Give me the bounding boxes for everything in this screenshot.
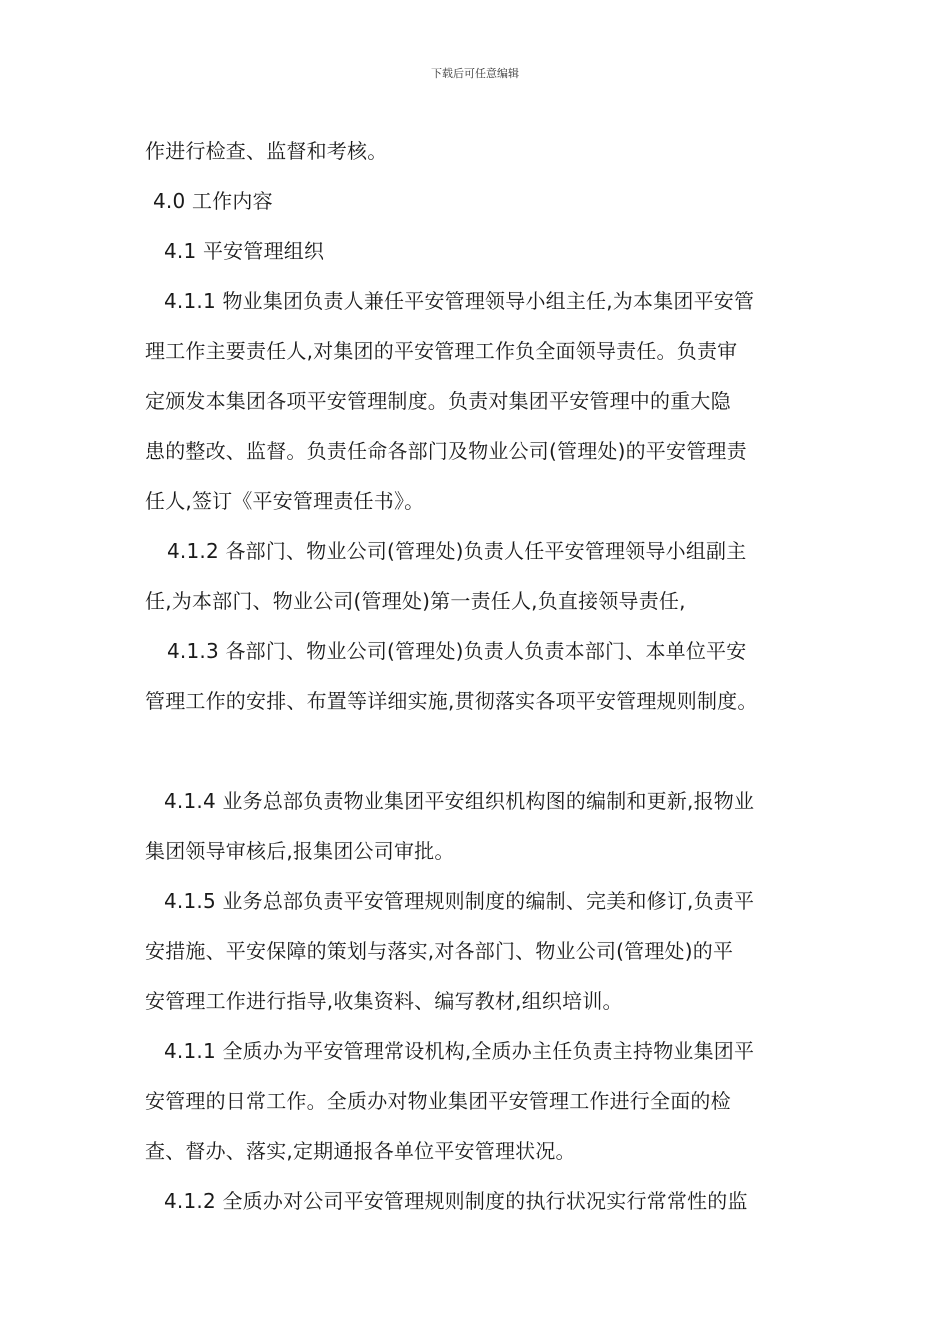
paragraph-line: 作进行检查、监督和考核。 [145, 139, 388, 163]
paragraph-line: 管理工作的安排、布置等详细实施,贯彻落实各项平安管理规则制度。 [145, 689, 758, 713]
paragraph-line: 4.1.4 业务总部负责物业集团平安组织机构图的编制和更新,报物业 [164, 789, 755, 813]
paragraph-line: 任人,签订《平安管理责任书》。 [145, 489, 425, 513]
paragraph-line: 安管理的日常工作。全质办对物业集团平安管理工作进行全面的检 [145, 1089, 731, 1113]
paragraph-gap [145, 726, 825, 776]
paragraph-line: 定颁发本集团各项平安管理制度。负责对集团平安管理中的重大隐 [145, 389, 731, 413]
paragraph-line: 4.1.1 物业集团负责人兼任平安管理领导小组主任,为本集团平安管 [164, 289, 755, 313]
page-header: 下载后可任意编辑 [431, 67, 519, 80]
paragraph-line: 4.1.1 全质办为平安管理常设机构,全质办主任负责主持物业集团平 [164, 1039, 755, 1063]
paragraph-line: 查、督办、落实,定期通报各单位平安管理状况。 [145, 1139, 576, 1163]
paragraph-line: 4.1.3 各部门、物业公司(管理处)负责人负责本部门、本单位平安 [167, 639, 747, 663]
paragraph-line: 4.1.2 全质办对公司平安管理规则制度的执行状况实行常常性的监 [164, 1189, 748, 1213]
paragraph-line: 患的整改、监督。负责任命各部门及物业公司(管理处)的平安管理责 [145, 439, 747, 463]
paragraph-line: 安管理工作进行指导,收集资料、编写教材,组织培训。 [145, 989, 623, 1013]
paragraph-line: 理工作主要责任人,对集团的平安管理工作负全面领导责任。负责审 [145, 339, 738, 363]
paragraph-line: 4.1.5 业务总部负责平安管理规则制度的编制、完美和修订,负责平 [164, 889, 755, 913]
document-body [145, 126, 825, 1226]
section-heading-4-0: 4.0 工作内容 [153, 189, 273, 213]
paragraph-line: 集团领导审核后,报集团公司审批。 [145, 839, 455, 863]
paragraph-line: 任,为本部门、物业公司(管理处)第一责任人,负直接领导责任, [145, 589, 686, 613]
paragraph-line: 安措施、平安保障的策划与落实,对各部门、物业公司(管理处)的平 [145, 939, 734, 963]
section-heading-4-1: 4.1 平安管理组织 [164, 239, 325, 263]
paragraph-line: 4.1.2 各部门、物业公司(管理处)负责人任平安管理领导小组副主 [167, 539, 747, 563]
